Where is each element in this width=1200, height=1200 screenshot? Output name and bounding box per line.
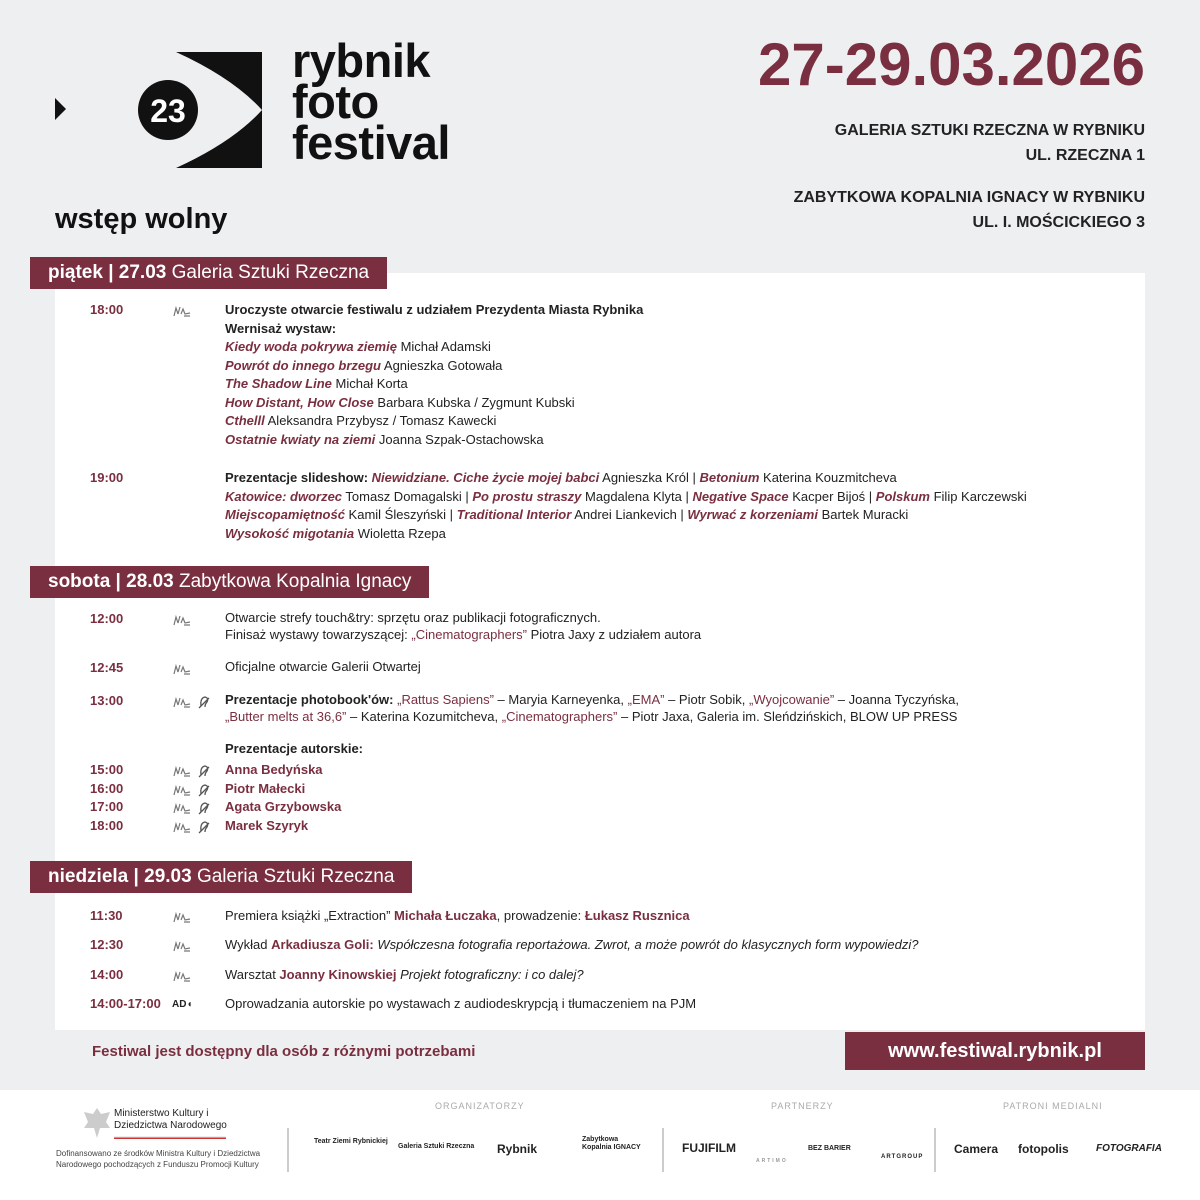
flag-stripe	[114, 1136, 226, 1139]
media-logo: fotopolis	[1018, 1142, 1069, 1156]
hearing-loop-icon	[198, 764, 210, 784]
event-text: „Butter melts at 36,6”	[225, 708, 347, 724]
day-date: piątek | 27.03	[48, 262, 167, 283]
event-text: Po prostu straszy	[472, 488, 582, 504]
logo-line: rybnik	[292, 34, 431, 87]
event-time: 18:00	[90, 818, 124, 833]
media-logo: FOTOGRAFIA	[1096, 1143, 1162, 1154]
event-text: Marek Szyryk	[225, 818, 309, 833]
day-header	[30, 257, 387, 289]
event-line	[225, 525, 1027, 544]
event-text: Piotra Jaxy z udziałem autora	[527, 626, 702, 642]
event-text: Michała Łuczaka	[394, 908, 497, 923]
event-text: Finisaż wystawy towarzyszącej:	[225, 626, 412, 642]
partner-logo: FUJIFILM	[682, 1141, 736, 1155]
divider	[934, 1128, 936, 1172]
event-text: Piotr Małecki	[225, 781, 306, 796]
event-text: Michał Korta	[331, 376, 408, 391]
event-text: Aleksandra Przybysz / Tomasz Kawecki	[264, 413, 497, 428]
event-text: Wysokość migotania	[225, 525, 355, 541]
event-text: Anna Bedyńska	[225, 762, 323, 777]
day-date: niedziela | 29.03	[48, 866, 192, 887]
event-time: 17:00	[90, 799, 124, 814]
day-venue: Galeria Sztuki Rzeczna	[171, 262, 370, 283]
event-line	[225, 394, 643, 413]
event-text: Arkadiusza Goli:	[271, 937, 374, 952]
event-line	[225, 907, 690, 926]
event-text: Miejscopamiętność	[225, 507, 345, 522]
event-line	[225, 412, 643, 431]
day-header	[30, 566, 429, 598]
event-time: 11:30	[90, 908, 123, 923]
event-text: Agnieszka Król |	[599, 470, 700, 485]
sign-language-icon	[172, 613, 192, 633]
event-text: Oprowadzania autorskie po wystawach z audiodeskrypcją i tłumaczeniem na PJM	[225, 996, 697, 1011]
divider	[287, 1128, 289, 1172]
venue-name: ZABYTKOWA KOPALNIA IGNACY W RYBNIKU	[793, 189, 1145, 206]
sign-language-icon	[172, 801, 192, 821]
event-text: Niewidziane. Ciche życie mojej babci	[371, 470, 600, 485]
event-text: „Cinematographers”	[411, 626, 527, 642]
sign-language-icon	[172, 939, 192, 959]
event-text: Wykład	[225, 937, 272, 952]
event-text: Barbara Kubska / Zygmunt Kubski	[373, 394, 575, 410]
event-time: 12:45	[90, 660, 124, 675]
media-patrons-label: PATRONI MEDIALNI	[1003, 1101, 1103, 1111]
event-time: 12:00	[90, 611, 124, 626]
festival-logo-text	[292, 34, 450, 169]
eagle-emblem-icon	[82, 1106, 112, 1140]
venue-address: UL. RZECZNA 1	[1025, 147, 1145, 164]
event-text: Negative Space	[692, 488, 789, 504]
festival-logo-mark	[138, 52, 262, 168]
event-line	[225, 740, 363, 759]
event-text: Traditional Interior	[456, 507, 572, 522]
logo-line: festival	[292, 116, 450, 169]
hearing-loop-icon	[198, 820, 210, 840]
event-line	[225, 488, 1027, 507]
event-line	[225, 338, 643, 357]
event-text: Oficjalne otwarcie Galerii Otwartej	[225, 659, 421, 674]
event-time: 18:00	[90, 302, 124, 317]
event-line	[225, 469, 1027, 488]
event-text: Joanna Szpak-Ostachowska	[375, 431, 544, 447]
sign-language-icon	[172, 304, 192, 324]
event-line	[225, 709, 959, 726]
event-text: „Rattus Sapiens”	[397, 692, 494, 707]
funding-note: Dofinansowano ze środków Ministra Kultury i Dziedzictwa Narodowego pochodzących z Funduszu Promocji Kultury	[56, 1149, 261, 1169]
event-time: 19:00	[90, 470, 124, 485]
event-text: Otwarcie strefy touch&try: sprzętu oraz publikacji fotograficznych.	[225, 610, 601, 625]
divider	[662, 1128, 664, 1172]
organizer-logo: Teatr Ziemi Rybnickiej	[314, 1138, 388, 1145]
event-text: – Joanna Tyczyńska,	[834, 692, 959, 707]
event-text: Wernisaż wystaw:	[225, 320, 337, 336]
event-text: Magdalena Klyta |	[581, 488, 693, 504]
sign-language-icon	[172, 820, 192, 840]
partner-logo: ARTIMO	[756, 1158, 788, 1164]
hearing-loop-icon	[198, 801, 210, 821]
event-text: Michał Adamski	[396, 339, 491, 354]
event-text: „EMA”	[627, 692, 665, 707]
event-text: Kamil Śleszyński |	[344, 507, 457, 522]
event-time: 14:00	[90, 967, 124, 982]
free-entry-label: wstęp wolny	[55, 203, 228, 235]
event-text: Betonium	[699, 470, 760, 485]
event-time: 13:00	[90, 693, 124, 708]
event-line	[225, 995, 696, 1014]
event-text: How Distant, How Close	[225, 394, 374, 410]
partner-logo: ARTGROUP	[881, 1154, 924, 1160]
event-text: Projekt fotograficzny: i co dalej?	[396, 967, 584, 982]
event-time: 12:30	[90, 937, 124, 952]
accessibility-note: Festiwal jest dostępny dla osób z różnymi potrzebami	[92, 1043, 476, 1060]
event-text: Powrót do innego brzegu	[225, 357, 381, 373]
event-text: Premiera książki „Extraction”	[225, 908, 395, 923]
event-text: Kacper Bijoś |	[788, 488, 876, 504]
event-text: Prezentacje photobook'ów:	[225, 692, 398, 707]
event-text: Cthelll	[225, 413, 265, 428]
organizer-logo: Rybnik	[497, 1142, 538, 1156]
event-text: Prezentacje slideshow:	[225, 470, 372, 485]
event-line	[225, 320, 643, 339]
audio-description-icon: AD◖	[172, 999, 193, 1010]
venue-name: GALERIA SZTUKI RZECZNA W RYBNIKU	[834, 122, 1145, 139]
day-date: sobota | 28.03	[48, 571, 174, 592]
event-text: Kiedy woda pokrywa ziemię	[225, 339, 397, 354]
event-line	[225, 936, 918, 955]
event-text: – Maryia Karneyenka,	[493, 692, 628, 707]
event-text: Wioletta Rzepa	[354, 525, 446, 541]
event-text: Współczesna fotografia reportażowa. Zwrot, a może powrót do klasycznych form wypowiedzi?	[373, 937, 919, 952]
sign-language-icon	[172, 662, 192, 682]
event-line	[225, 659, 421, 676]
event-text: „Wyojcowanie”	[749, 692, 835, 707]
event-line	[225, 692, 959, 709]
event-line	[225, 357, 643, 376]
partner-logo: BEZ BARIER	[808, 1145, 851, 1152]
event-time: 16:00	[90, 781, 124, 796]
logo-line: foto	[292, 75, 379, 128]
event-text: Katowice: dworzec	[225, 488, 343, 504]
organizers-label: ORGANIZATORZY	[435, 1101, 525, 1111]
event-line	[225, 817, 308, 836]
event-text: Agnieszka Gotowała	[381, 357, 503, 373]
event-text: „Cinematographers”	[501, 708, 618, 724]
event-text: Agata Grzybowska	[225, 799, 342, 814]
event-text: Bartek Muracki	[817, 507, 909, 522]
event-line	[225, 506, 1027, 525]
event-line	[225, 798, 341, 817]
event-text: Łukasz Rusznica	[584, 908, 690, 923]
event-line	[225, 966, 584, 985]
event-text: – Katerina Kozumitcheva,	[346, 708, 502, 724]
event-time: 15:00	[90, 762, 124, 777]
event-text: Warsztat	[225, 967, 280, 982]
event-text: Prezentacje autorskie:	[225, 741, 364, 756]
day-header	[30, 861, 412, 893]
play-icon	[55, 98, 66, 120]
event-text: Uroczyste otwarcie festiwalu z udziałem Prezydenta Miasta Rybnika	[225, 302, 644, 317]
hearing-loop-icon	[198, 783, 210, 803]
event-text: Tomasz Domagalski |	[342, 488, 473, 504]
sign-language-icon	[172, 764, 192, 784]
day-venue: Galeria Sztuki Rzeczna	[196, 866, 395, 887]
event-text: The Shadow Line	[225, 376, 332, 391]
day-venue: Zabytkowa Kopalnia Ignacy	[178, 571, 412, 592]
venue-address: UL. I. MOŚCICKIEGO 3	[972, 214, 1145, 231]
ministry-name: Ministerstwo Kultury i Dziedzictwa Narodowego	[114, 1108, 227, 1131]
event-line	[225, 301, 643, 320]
event-line	[225, 375, 643, 394]
event-line	[225, 431, 643, 450]
event-text: – Piotr Sobik,	[664, 692, 750, 707]
event-text: Andrei Liankevich |	[571, 507, 688, 522]
event-text: Filip Karczewski	[929, 488, 1027, 504]
event-text: Joanny Kinowskiej	[279, 967, 397, 982]
event-line	[225, 780, 305, 799]
sign-language-icon	[172, 969, 192, 989]
sign-language-icon	[172, 695, 192, 715]
organizer-logo: Galeria Sztuki Rzeczna	[398, 1143, 475, 1150]
partners-label: PARTNERZY	[771, 1101, 834, 1111]
svg-text:23: 23	[150, 93, 186, 129]
organizer-logo: Zabytkowa Kopalnia IGNACY	[582, 1136, 641, 1151]
event-text: , prowadzenie:	[496, 908, 585, 923]
website-link[interactable]: www.festiwal.rybnik.pl	[845, 1032, 1145, 1070]
sign-language-icon	[172, 783, 192, 803]
event-line	[225, 761, 323, 780]
festival-dates: 27-29.03.2026	[757, 31, 1145, 98]
hearing-loop-icon	[198, 695, 210, 715]
event-text: Polskum	[875, 488, 930, 504]
event-text: Katerina Kouzmitcheva	[759, 470, 897, 485]
media-logo: Camera	[954, 1142, 999, 1156]
sign-language-icon	[172, 910, 192, 930]
event-line	[225, 627, 701, 644]
event-text: Wyrwać z korzeniami	[687, 507, 818, 522]
event-text: Ostatnie kwiaty na ziemi	[225, 431, 376, 447]
event-text: – Piotr Jaxa, Galeria im. Sleńdzińskich, BLOW UP PRESS	[617, 708, 958, 724]
event-line	[225, 610, 701, 627]
event-time: 14:00-17:00	[90, 996, 161, 1011]
